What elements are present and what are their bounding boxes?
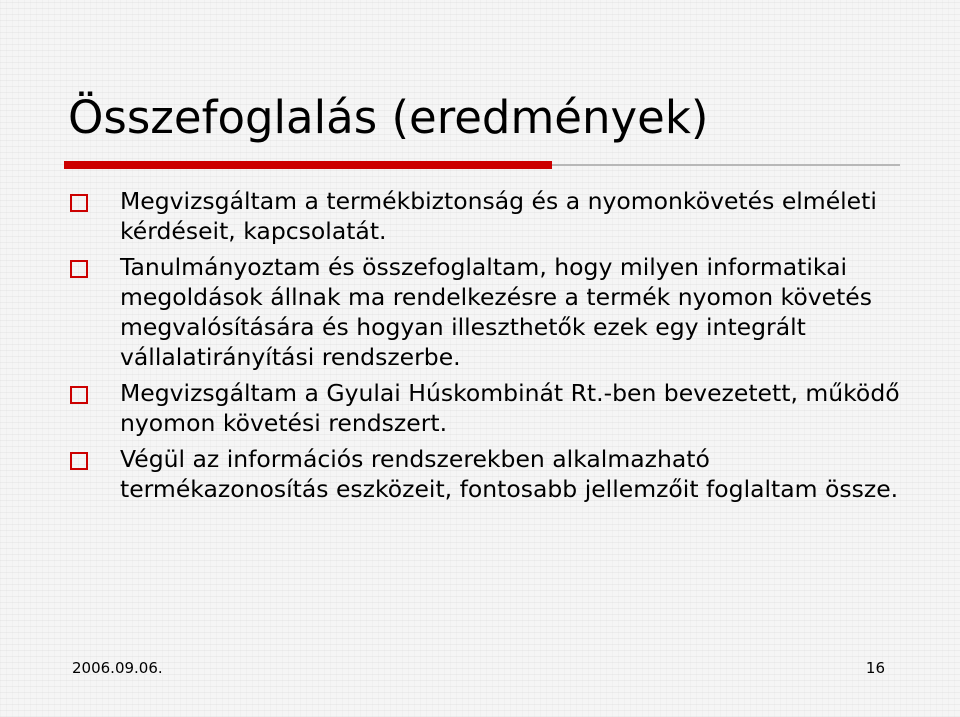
title-underline [64, 161, 900, 169]
bullet-list [70, 186, 910, 510]
bullet-text: Megvizsgáltam a Gyulai Húskombinát Rt.-ben bevezetett, működő nyomon követési rendszert. [120, 379, 900, 437]
title-underline-accent [64, 161, 552, 169]
bullet-text: Végül az információs rendszerekben alkalmazható termékazonosítás eszközeit, fontosabb jellemzőit foglaltam össze. [120, 445, 899, 503]
bullet-item [70, 444, 910, 504]
hollow-square-icon [70, 386, 88, 404]
bullet-item [70, 252, 910, 372]
bullet-text: Megvizsgáltam a termékbiztonság és a nyomonkövetés elméleti kérdéseit, kapcsolatát. [120, 187, 877, 245]
bullet-item [70, 378, 910, 438]
hollow-square-icon [70, 452, 88, 470]
page-number: 16 [865, 659, 885, 677]
hollow-square-icon [70, 194, 88, 212]
title-underline-thin [552, 164, 900, 166]
slide-title: Összefoglalás (eredmények) [68, 91, 709, 144]
hollow-square-icon [70, 260, 88, 278]
bullet-text: Tanulmányoztam és összefoglaltam, hogy milyen informatikai megoldások állnak ma rendelkezésre a termék nyomon követés megvalósítására és hogyan illeszthetők ezek egy integrált vállalatirányítási rendszerbe. [120, 253, 872, 371]
footer-date: 2006.09.06. [72, 659, 163, 677]
bullet-item [70, 186, 910, 246]
